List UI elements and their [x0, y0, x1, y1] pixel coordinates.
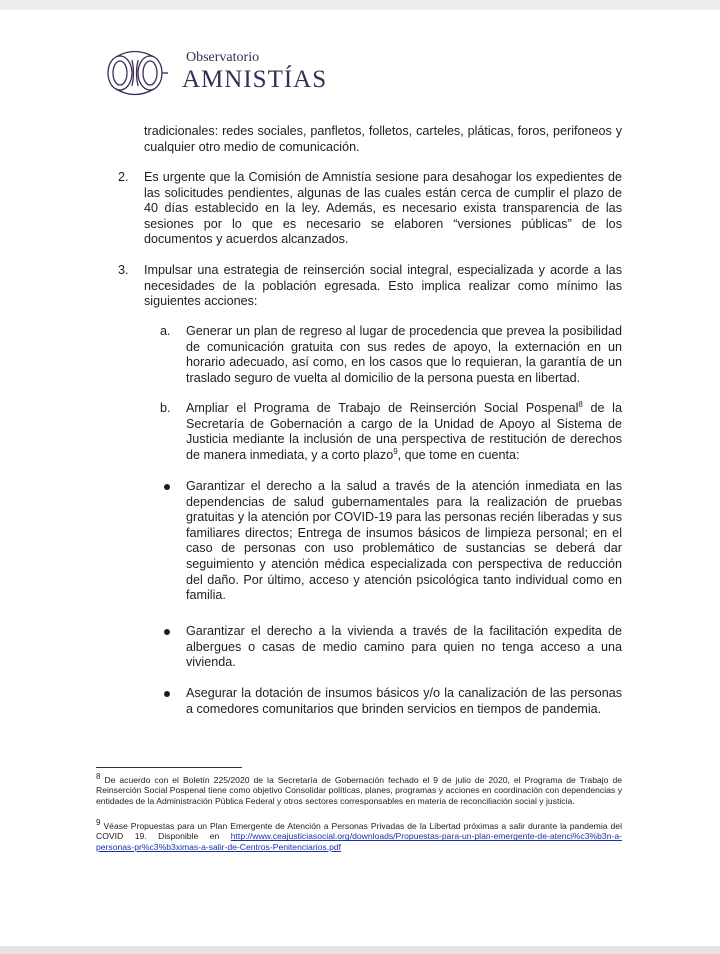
document-page	[0, 10, 720, 946]
amnistias-logo-icon	[102, 40, 182, 104]
footnote-8	[96, 772, 622, 806]
subitem-a-text: Generar un plan de regreso al lugar de procedencia que prevea la posibilidad de comunicación gratuita con sus redes de apoyo, la externación en un horario adecuado, así como, en los casos que lo requieran, la garantía de un traslado seguro de vuelta al domicilio de la persona puesta en libertad.	[186, 324, 622, 385]
subitem-b-text	[186, 401, 622, 463]
item-number-2: 2.	[118, 170, 129, 184]
footnote-9-text: Véase Propuestas para un Plan Emergente de Atención a Personas Privadas de la Libertad próximas a salir durante la pandemia del COVID 19. Disponible en	[96, 821, 622, 842]
footnote-ref-8: 8	[578, 399, 583, 409]
subitem-b-text-1: Ampliar el Programa de Trabajo de Reinserción Social Pospenal	[186, 401, 579, 415]
bullet-dot-icon	[164, 691, 170, 697]
footnote-8-text: De acuerdo con el Boletín 225/2020 de la Secretaría de Gobernación fechado el 9 de julio de 2020, el Programa de Trabajo de Reinserción Social Pospenal tiene como objetivo Consolidar políticas, planes, programas y acciones en coordinación con dependencias y entidades de la Administración Pública Federal y otros sectores corresponsables en materia de reconciliación social y justicia.	[96, 775, 622, 806]
bullet-dot-icon	[164, 629, 170, 635]
subitem-letter-b: b.	[160, 401, 171, 415]
footnote-9-link[interactable]: http://www.ceajusticiasocial.org/downloads/Propuestas-para-un-plan-emergente-de-atenci%c3%b3n-a-personas-pr%c3%b3ximas-a-salir-de-Centros-Penitenciarios.pdf	[96, 831, 622, 852]
footnote-8-mark: 8	[96, 772, 101, 782]
footnote-ref-9: 9	[393, 446, 398, 456]
item-number-3: 3.	[118, 263, 129, 277]
footnote-9	[96, 818, 622, 852]
bullet-item-housing: Garantizar el derecho a la vivienda a través de la facilitación expedita de albergues o casas de medio camino para quien no tenga acceso a una vivienda.	[186, 624, 622, 670]
item-2-text: Es urgente que la Comisión de Amnistía sesione para desahogar los expedientes de las solicitudes pendientes, algunas de las cuales están cerca de cumplir el plazo de 40 días establecido en la ley. Además, es necesario exista transparencia de las sesiones por lo que es necesario se elaboren “versiones públicas” de los documentos y acuerdos alcanzados.	[144, 170, 622, 247]
observatorio-logo	[102, 40, 332, 104]
subitem-letter-a: a.	[160, 324, 171, 338]
logo-title: AMNISTÍAS	[182, 66, 328, 93]
logo-subtitle: Observatorio	[186, 50, 260, 65]
bullet-dot-icon	[164, 484, 170, 490]
bullet-item-supplies: Asegurar la dotación de insumos básicos y/o la canalización de las personas a comedores comunitarios que brinden servicios en tiempos de pandemia.	[186, 686, 622, 716]
footnote-9-mark: 9	[96, 818, 101, 828]
subitem-b-text-3: , que tome en cuenta:	[397, 447, 520, 462]
paragraph-continuation: tradicionales: redes sociales, panfletos, folletos, carteles, pláticas, foros, perifoneos y cualquier otro medio de comunicación.	[144, 124, 622, 154]
bullet-item-health: Garantizar el derecho a la salud a través de la atención inmediata en las dependencias de salud gubernamentales para la realización de pruebas gratuitas y la atención por COVID-19 para las personas recién liberadas y sus familiares directos; Entrega de insumos básicos de limpieza personal; en el caso de personas con uso problemático de sustancias se deberá dar seguimiento y atención médica especializada con perspectiva de reducción del daño. Por último, acceso y atención psicológica tanto individual como en familia.	[186, 479, 622, 603]
footnote-separator	[96, 767, 242, 768]
item-3-text: Impulsar una estrategia de reinserción social integral, especializada y acorde a las necesidades de la población egresada. Esto implica realizar como mínimo las siguientes acciones:	[144, 263, 622, 309]
subitem-b-text-2: de la Secretaría de Gobernación a cargo de la Unidad de Apoyo al Sistema de Justicia mediante la inclusión de una perspectiva de restitución de derechos de manera inmediata, y a corto plazo	[186, 401, 622, 462]
page-bottom-edge	[0, 946, 720, 954]
